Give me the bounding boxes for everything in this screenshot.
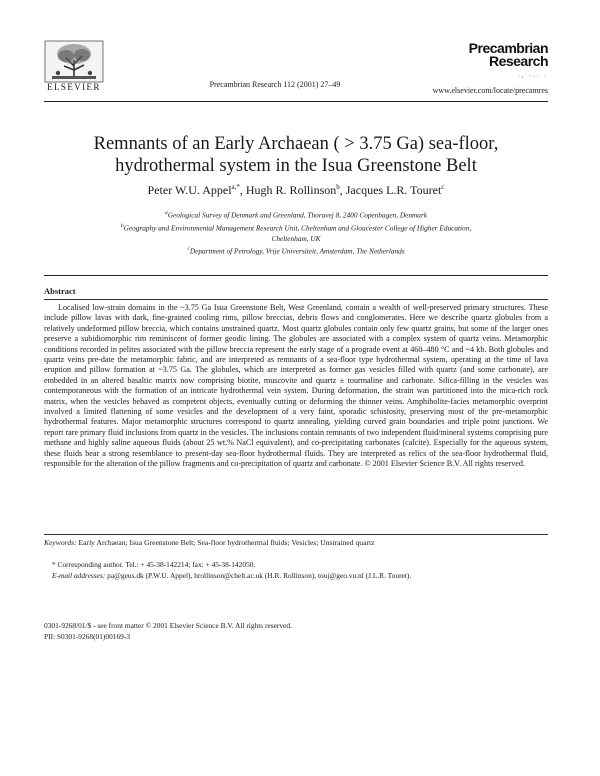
- email-footnote: [44, 571, 548, 582]
- journal-reference: Precambrian Research 112 (2001) 27–49: [209, 80, 341, 89]
- abstract-heading: Abstract: [44, 286, 76, 296]
- keywords-text: Early Archaean; Isua Greenstone Belt; Sea-floor hydrothermal fluids; Vesicles; Unstrained quartz: [78, 538, 375, 547]
- footnotes: [44, 560, 548, 581]
- pii-line: PII: S0301-9268(01)00169-3: [44, 631, 131, 641]
- title-line-1: Remnants of an Early Archaean ( > 3.75 Ga) sea-floor,: [93, 134, 499, 154]
- author-separator: ,: [339, 183, 346, 197]
- journal-name-line1: Precambrian: [468, 40, 548, 56]
- abstract-text: Localised low-strain domains in the ~3.75 Ga Isua Greenstone Belt, West Greenland, contain a wealth of well-preserved primary structures. These include pillow lavas with dark, fine-grained cooling rims, pillow breccias, debris flows and conglomerates. Here we describe quartz globules from a relatively undeformed pillow breccia, which contains unstrained quartz. Most quartz globules contain only few quartz grains, but some of the larger ones preserve a subidiomorphic rim reminiscent of former geodic lining. The globules are associated with a complex system of quartz veins. Metamorphic conditions recorded in pelites associated with the pillow breccia represent the early stage of a prograde event at 460–480 °C and ~4 kb. Both globules and quartz veins pre-date the metamorphic fabric, and are interpreted as remnants of a sea-floor type hydrothermal system, operating at the time of lava eruption and pillow formation at ~3.75 Ga. The globules, which are interpreted as former gas vesicles filled with quartz (and some carbonate), are embedded in an altered basaltic matrix now comprising biotite, muscovite and quartz ± tourmaline and carbonate. Silica-filling in the vesicles was contemporaneous with the formation of an intricate hydrothermal vein system. During deformation, the strain was partitioned into the mica-rich rock matrix, when the vesicles behaved as competent objects, eventually cutting or deforming the thinner veins. Amphibolite-facies metamorphic overprint involved a limited flattening of some vesicles and the development of a very faint, sporadic schistosity, preserving most of the pre-metamorphic hydrothermal features. Major metamorphic structures correspond to quartz annealing, yielding curved grain boundaries and triple point junctions. We report rare primary fluid inclusions from quartz in the vesicles. The inclusions contain remnants of two independent fluid/mineral systems comprising pure methane and highly saline aqueous fluids (about 25 wt.% NaCl equivalent), and co-precipitating carbonates (calcite). Especially for the aqueous system, these fluids bear a strong resemblance to present-day sea-floor hydrothermal fluids. They are interpreted as relics of the sea-floor hydrothermal fluid, responsible for the alteration of the pillow fragments and co-precipitation of quartz and carbonate.: [44, 303, 548, 469]
- elsevier-tree-logo-icon: [44, 40, 104, 84]
- affiliation-text: Geography and Environmental Management Research Unit, Cheltenham and Gloucester College of Higher Education,: [123, 223, 472, 233]
- affiliation-marker: a: [164, 210, 168, 216]
- affiliation-text: Department of Petrology, Vrije Universiteit, Amsterdam, The Netherlands: [189, 246, 405, 256]
- author-separator: ,: [239, 183, 246, 197]
- affiliation-list: [80, 208, 512, 257]
- affiliation-marker: b: [120, 222, 124, 229]
- author-name: Jacques L.R. Touret: [345, 183, 442, 197]
- journal-name-line2: Research: [488, 53, 548, 69]
- author-name: Hugh R. Rollinson: [245, 183, 337, 197]
- affiliation: [80, 244, 512, 257]
- author-affiliation-marker: c: [441, 183, 445, 191]
- publisher-name: ELSEVIER: [47, 82, 101, 92]
- elsevier-logo: [44, 40, 104, 92]
- author-list: [44, 183, 548, 198]
- article-title: [44, 133, 548, 177]
- keywords: [44, 538, 548, 547]
- abstract-body: [44, 303, 548, 470]
- corresponding-author-footnote: * Corresponding author. Tel.: + 45-38-142214; fax: + 45-38-142050.: [52, 560, 256, 569]
- affiliation-marker: c: [187, 246, 190, 253]
- abstract-divider: [44, 299, 548, 300]
- abstract-copyright: © 2001 Elsevier Science B.V. All rights reserved.: [364, 459, 525, 469]
- journal-mark: ·, ·.· ·: [518, 73, 548, 79]
- title-line-2: hydrothermal system in the Isua Greenstone Belt: [115, 156, 477, 176]
- title-divider: [44, 275, 548, 276]
- front-matter: [44, 621, 548, 642]
- affiliation-continuation: Cheltenham, UK: [271, 233, 321, 243]
- author-affiliation-marker: a,*: [231, 183, 240, 191]
- journal-url[interactable]: www.elsevier.com/locate/precamres: [432, 86, 548, 95]
- author-affiliation-marker: b: [336, 183, 340, 191]
- affiliation: [80, 208, 512, 221]
- journal-brand: [392, 42, 548, 79]
- affiliation: [80, 221, 512, 234]
- header-divider: [44, 101, 548, 102]
- keywords-label: Keywords:: [44, 538, 77, 547]
- affiliation-text: Geological Survey of Denmark and Greenland, Thoravej 8, 2400 Copenhagen, Denmark: [167, 210, 428, 220]
- email-label: E-mail addresses:: [52, 570, 106, 580]
- keywords-divider: [44, 534, 548, 535]
- issn-line: 0301-9268/01/$ - see front matter © 2001 Elsevier Science B.V. All rights reserved.: [44, 621, 292, 630]
- email-addresses[interactable]: pa@geus.dk (P.W.U. Appel), hrollinson@chelt.ac.uk (H.R. Rollinson), touj@geo.vu.nl (J.L.R. Touret).: [107, 570, 412, 580]
- author-name: Peter W.U. Appel: [147, 183, 232, 197]
